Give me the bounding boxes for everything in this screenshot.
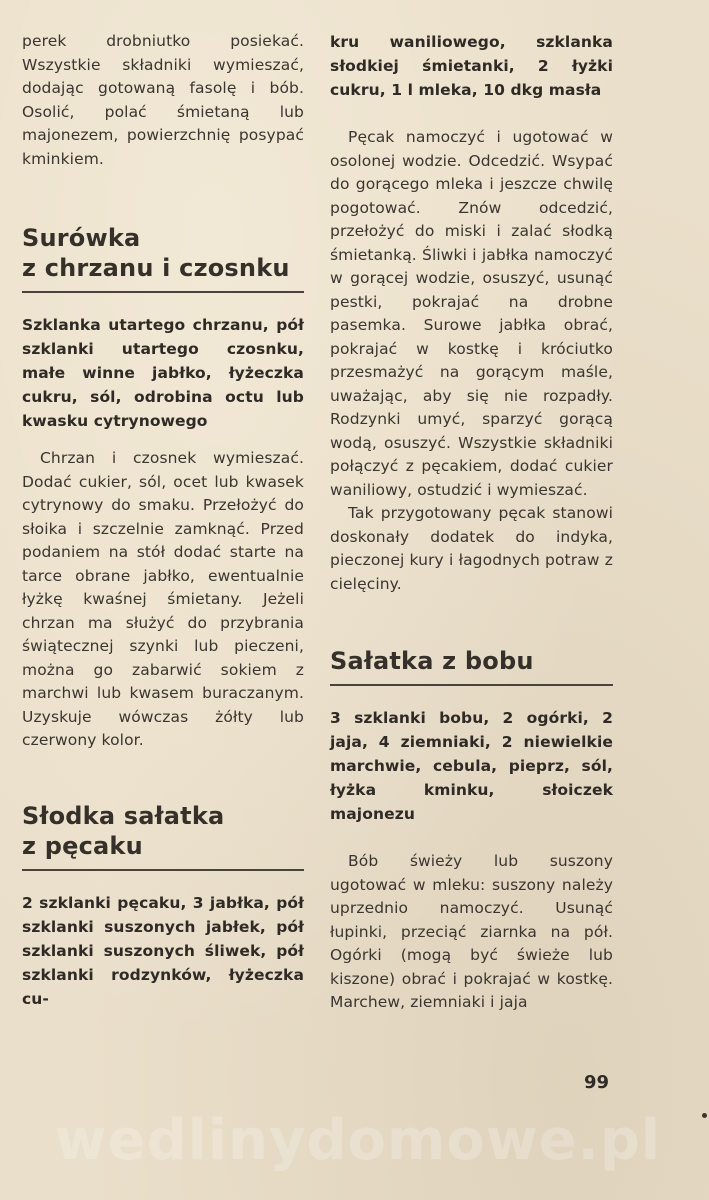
ingredients-slodka-salatka-end: kru waniliowego, szklanka słodkiej śmietanki, 2 łyżki cukru, 1 l mleka, 10 dkg masła bbox=[330, 33, 613, 99]
page-number: 99 bbox=[584, 1072, 610, 1093]
watermark: wedlinydomowe.pl bbox=[54, 1108, 662, 1173]
instructions-slodka-salatka: Pęcak namoczyć i ugotować w osolonej wodzie. Odcedzić. Wsypać do gorącego mleka i jeszcze chwilę pogotować. Znów odcedzić, przełożyć do miski i zalać słodką śmietanką. Śliwki i jabłka namoczyć w gorącej wodzie, osuszyć, usunąć pestki, pokrajać na drobne pasemka. Surowe jabłka obrać, pokrajać w kostkę i króciutko przesmażyć na gorącym maśle, uważając, aby się nie rozpadły. Rodzynki umyć, sparzyć gorącą wodą, osuszyć. Wszystkie składniki połączyć z pęcakiem, dodać cukier waniliowy, ostudzić i wymieszać. bbox=[330, 128, 613, 499]
recipe-title-line1: Słodka sałatka bbox=[22, 801, 225, 830]
recipe-title-slodka-salatka bbox=[22, 801, 304, 861]
recipe-title-line2: z chrzanu i czosnku bbox=[22, 254, 290, 282]
left-column bbox=[22, 30, 304, 1011]
recipe-title-salatka-z-bobu: Sałatka z bobu bbox=[330, 647, 534, 675]
recipe-title-surowka bbox=[22, 223, 304, 283]
instructions-salatka-z-bobu: Bób świeży lub suszony ugotować w mleku: suszony należy uprzednio namoczyć. Usunąć łupinki, przeciąć ziarnka na pół. Ogórki (mogą być świeże lub kiszone) obrać i pokrajać w kostkę. Marchew, ziemniaki i jaja bbox=[330, 852, 613, 1011]
ingredients-salatka-z-bobu: 3 szklanki bobu, 2 ogórki, 2 jaja, 4 ziemniaki, 2 niewielkie marchwie, cebula, pieprz, sól, łyżka kminku, słoiczek majonezu bbox=[330, 709, 613, 823]
instructions-surowka: Chrzan i czosnek wymieszać. Dodać cukier, sól, ocet lub kwasek cytrynowy do smaku. Przełożyć do słoika i szczelnie zamknąć. Przed podaniem na stół dodać starte na tarce obrane jabłko, ewentualnie łyżkę kwaśnej śmietany. Jeżeli chrzan ma służyć do przybrania świątecznej szynki lub pieczeni, można go zabarwić sokiem z marchwi lub kwasem buraczanym. Uzyskuje wówczas żółty lub czerwony kolor. bbox=[22, 449, 304, 749]
right-column bbox=[330, 30, 613, 1015]
recipe-title-line2: z pęcaku bbox=[22, 831, 143, 860]
bullet-dot bbox=[702, 1113, 707, 1118]
ingredients-surowka: Szklanka utartego chrzanu, pół szklanki utartego czosnku, małe winne jabłko, łyżeczka cukru, sól, odrobina octu lub kwasku cytrynowego bbox=[22, 316, 304, 430]
ingredients-slodka-salatka-start: 2 szklanki pęcaku, 3 jabłka, pół szklanki suszonych jabłek, pół szklanki suszonych śliwek, pół szklanki rodzynków, łyżeczka cu- bbox=[22, 893, 304, 1008]
serving-note: Tak przygotowany pęcak stanowi doskonały dodatek do indyka, pieczonej kury i łagodnych potraw z cielęciny. bbox=[330, 504, 613, 593]
intro-paragraph: perek drobniutko posiekać. Wszystkie składniki wymieszać, dodając gotowaną fasolę i bób. Osolić, polać śmietaną lub majonezem, powierzchnię posypać kminkiem. bbox=[22, 32, 304, 168]
recipe-title-line1: Surówka bbox=[22, 224, 141, 252]
